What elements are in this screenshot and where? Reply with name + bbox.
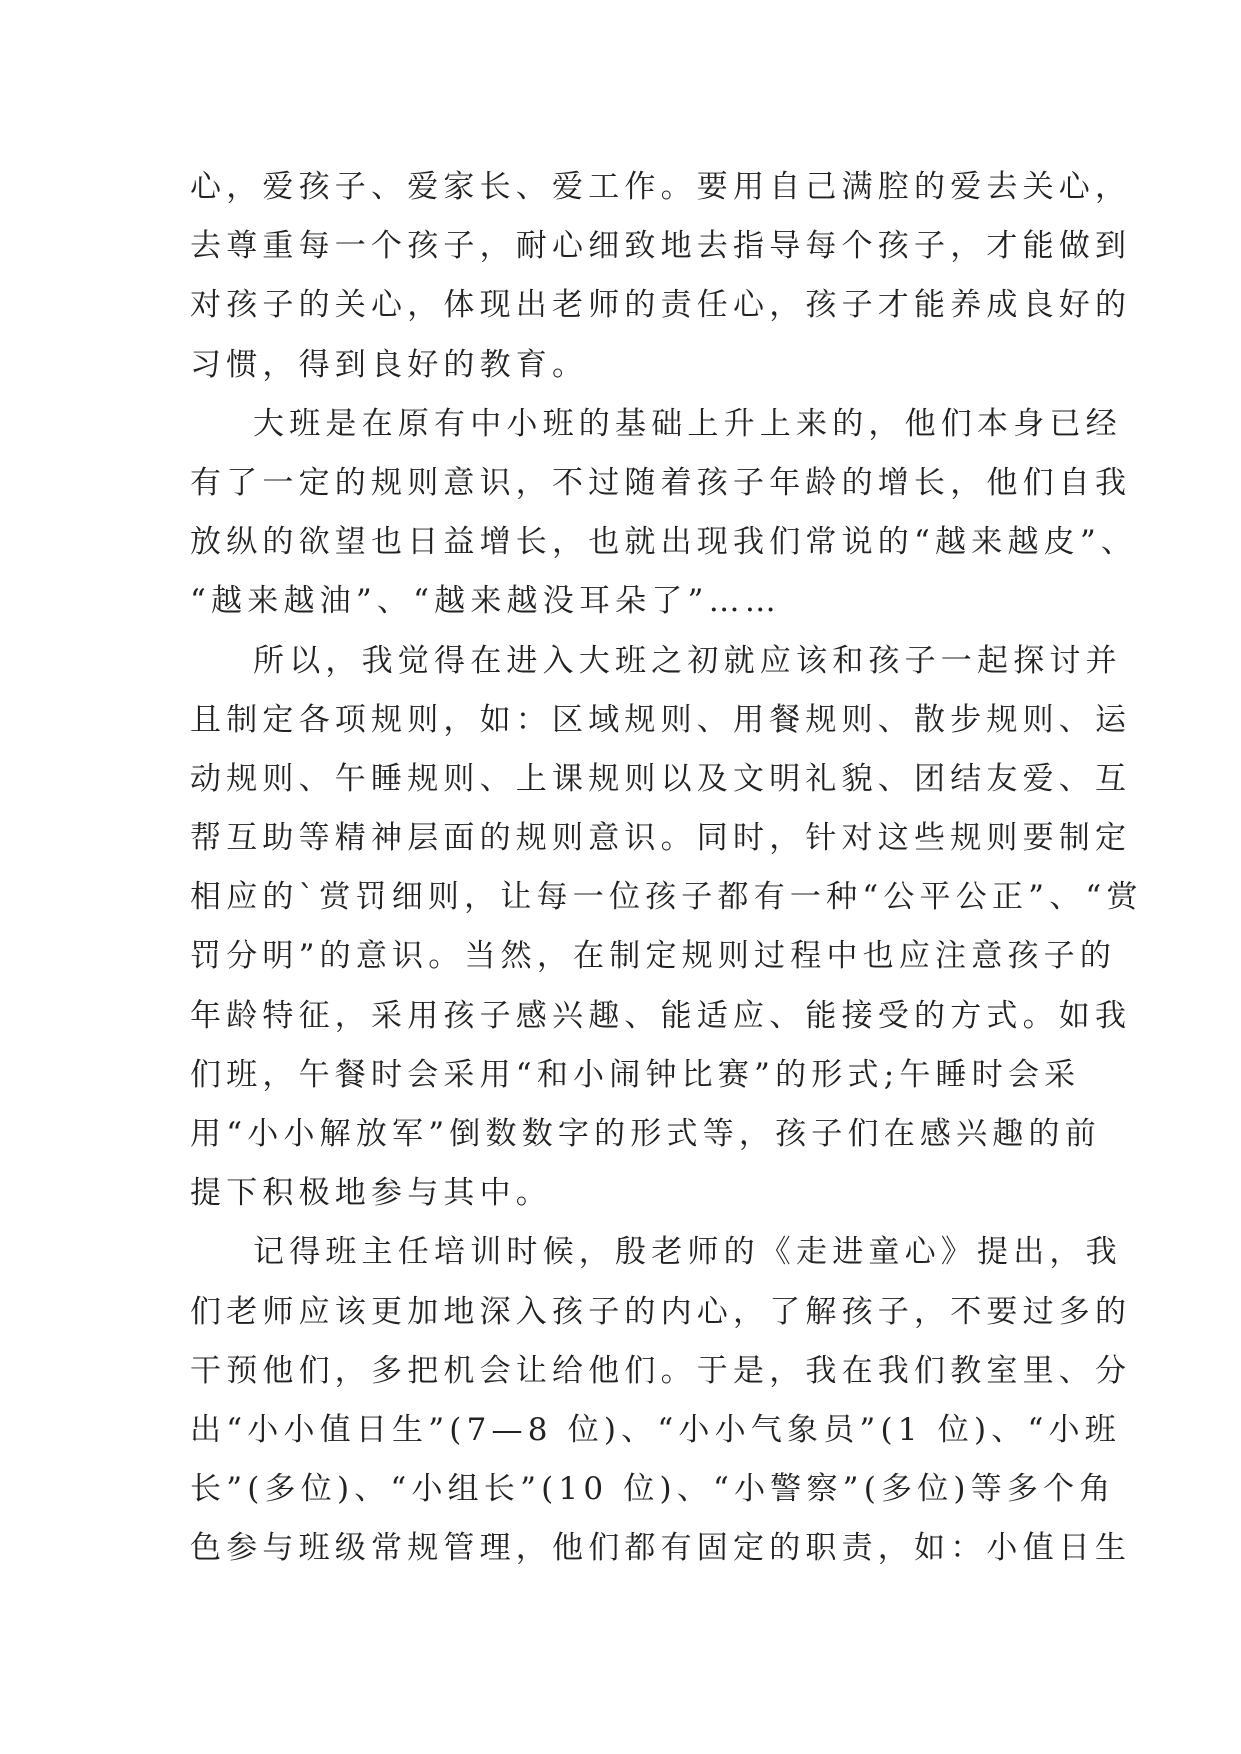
text-line: 年龄特征，采用孩子感兴趣、能适应、能接受的方式。如我 [190, 997, 1132, 1034]
text-line: 干预他们，多把机会让给他们。于是，我在我们教室里、分 [190, 1352, 1132, 1389]
body-text [190, 158, 1143, 1579]
text-line: “越来越油”、“越来越没耳朵了”…… [190, 583, 781, 620]
text-line: 帮互助等精神层面的规则意识。同时，针对这些规则要制定 [190, 820, 1132, 857]
text-line: 出“小小值日生”(7—8 位)、“小小气象员”(1 位)、“小班 [190, 1411, 1121, 1448]
text-line: 所以，我觉得在进入大班之初就应该和孩子一起探讨并 [253, 642, 1122, 679]
text-line: 们老师应该更加地深入孩子的内心，了解孩子，不要过多的 [190, 1293, 1132, 1330]
text-line: 记得班主任培训时候，殷老师的《走进童心》提出，我 [253, 1234, 1122, 1271]
text-line: 放纵的欲望也日益增长，也就出现我们常说的“越来越皮”、 [190, 524, 1138, 561]
text-line: 心，爱孩子、爱家长、爱工作。要用自己满腔的爱去关心， [190, 169, 1132, 205]
text-line: 有了一定的规则意识，不过随着孩子年龄的增长，他们自我 [190, 464, 1132, 501]
text-line: 提下积极地参与其中。 [190, 1175, 552, 1212]
text-line: 罚分明”的意识。当然，在制定规则过程中也应注意孩子的 [190, 938, 1117, 975]
text-line: 相应的`赏罚细则，让每一位孩子都有一种“公平公正”、“赏 [190, 879, 1143, 916]
text-line: 习惯，得到良好的教育。 [190, 346, 589, 383]
text-line: 长”(多位)、“小组长”(10 位)、“小警察”(多位)等多个角 [190, 1471, 1116, 1508]
text-line: 对孩子的关心，体现出老师的责任心，孩子才能养成良好的 [190, 287, 1132, 324]
text-line: 们班，午餐时会采用“和小闹钟比赛”的形式;午睡时会采 [190, 1056, 1081, 1093]
text-line: 去尊重每一个孩子，耐心细致地去指导每个孩子，才能做到 [190, 228, 1132, 265]
text-line: 用“小小解放军”倒数数字的形式等，孩子们在感兴趣的前 [190, 1116, 1101, 1152]
text-line: 且制定各项规则，如：区域规则、用餐规则、散步规则、运 [190, 701, 1132, 738]
text-line: 大班是在原有中小班的基础上升上来的，他们本身已经 [253, 405, 1122, 442]
text-line: 动规则、午睡规则、上课规则以及文明礼貌、团结友爱、互 [190, 760, 1132, 797]
text-line: 色参与班级常规管理，他们都有固定的职责，如：小值日生 [190, 1530, 1132, 1567]
